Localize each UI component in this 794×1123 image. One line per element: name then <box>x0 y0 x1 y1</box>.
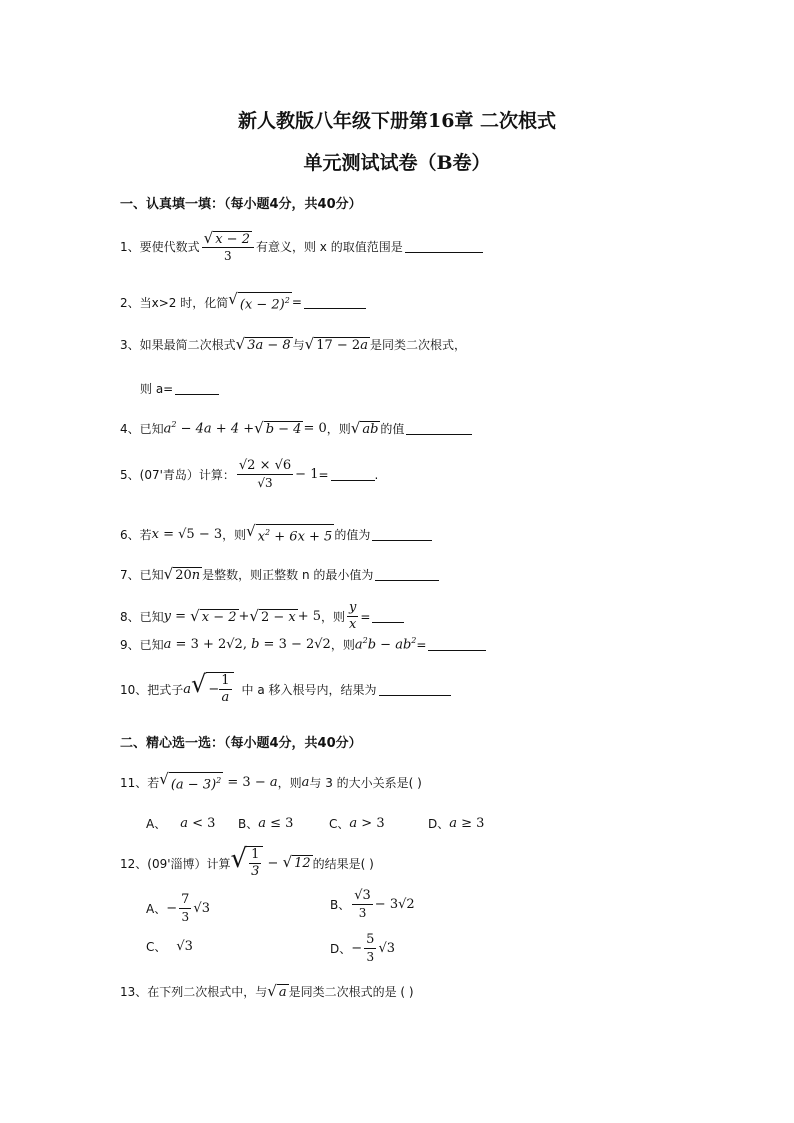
section-fill-in: 一、认真填一填：（每小题4分，共40分） <box>120 197 362 212</box>
question-7: 7、已知 √ 20n 是整数，则正整数 n 的最小值为 <box>120 566 439 583</box>
answer-blank[interactable] <box>372 528 432 541</box>
question-4: 4、已知 $a^2 - 4a + 4$ + √ b − 4 = 0 ，则 √ ab 的值 <box>120 420 472 437</box>
q1-fraction: √ x − 2 3 <box>202 230 254 264</box>
page-subtitle: 单元测试试卷（B卷） <box>303 152 491 174</box>
question-13: 13、在下列二次根式中，与 √ a 是同类二次根式的是 ( ) <box>120 981 414 1000</box>
q12-option-a[interactable]: A、 − $\frac{7}{3}$ √3 <box>146 892 210 924</box>
page-title: 新人教版八年级下册第16章 二次根式 <box>237 110 557 132</box>
answer-blank[interactable] <box>428 638 486 651</box>
answer-blank[interactable] <box>375 568 439 581</box>
q12-option-b[interactable]: B、 $\frac{√3}{3}$ − 3√2 <box>330 888 415 920</box>
q12-option-c[interactable]: C、 √3 <box>146 939 193 954</box>
answer-blank[interactable] <box>372 610 404 623</box>
question-9: 9、已知 a = 3 + 2√2, b = 3 − 2√2 ，则 $a^2b - ab^2$ = <box>120 636 486 653</box>
answer-blank[interactable] <box>406 422 472 435</box>
question-2: 2、当x>2 时，化简 √ $(x - 2)^2$ = <box>120 292 366 312</box>
answer-blank[interactable] <box>379 683 451 696</box>
question-10: 10、把式子 a √ − $\frac{1}{a}$ 中 a 移入根号内，结果为 <box>120 672 451 706</box>
q11-option-a[interactable]: A、 a < 3 <box>146 816 216 831</box>
answer-blank[interactable] <box>405 240 483 253</box>
question-5: 5、(07'青岛）计算： $\frac{√2 \times √6}{√3}$ − 1 = . <box>120 458 379 490</box>
q11-option-c[interactable]: C、 a > 3 <box>329 816 385 831</box>
question-1: 1、要使代数式 √ x − 2 3 有意义，则 x 的取值范围是 <box>120 230 483 264</box>
q12-option-d[interactable]: D、 − $\frac{5}{3}$ √3 <box>330 932 395 964</box>
answer-blank[interactable] <box>304 296 366 309</box>
question-8: 8、已知 y = √ x − 2 + √ 2 − x + 5 ，则 $\frac{y}{x}$ = <box>120 600 404 633</box>
question-3-line2: 则 a= <box>140 380 219 397</box>
question-3: 3、如果最简二次根式 √ 3a − 8 与 √ 17 − 2a 是同类二次根式， <box>120 334 466 353</box>
question-6: 6、若 x = √5 − 3 ，则 √ $x^2 + 6x + 5$ 的值为 <box>120 524 432 544</box>
question-11: 11、若 √ $(a - 3)^2$ = 3 − a ，则 a 与 3 的大小关系是( ) <box>120 770 422 793</box>
q5-fraction: $\frac{√2 \times √6}{√3}$ <box>238 458 292 490</box>
section-multiple-choice: 二、精心选一选：（每小题4分，共40分） <box>120 736 362 751</box>
q11-option-b[interactable]: B、 a ≤ 3 <box>238 816 294 831</box>
question-12: 12、(09'淄博）计算 √ $\frac{1}{3}$ − √ 12 的结果是( ) <box>120 844 374 879</box>
answer-blank[interactable] <box>331 468 375 481</box>
answer-blank[interactable] <box>175 382 219 395</box>
q11-option-d[interactable]: D、 a ≥ 3 <box>428 816 485 831</box>
